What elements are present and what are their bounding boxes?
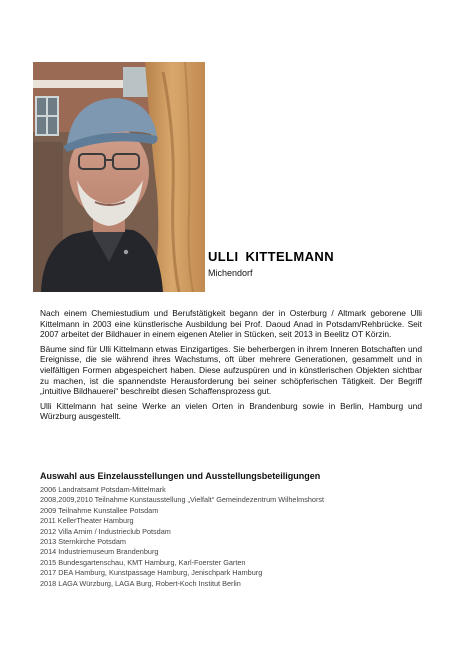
list-item: 2017 DEA Hamburg, Kunstpassage Hamburg, Jenischpark Hamburg (40, 568, 263, 578)
bio-paragraph: Ulli Kittelmann hat seine Werke an vielen Orten in Brandenburg sowie in Berlin, Hamburg und Würzburg ausgestellt. (40, 400, 422, 422)
list-item: 2008,2009,2010 Teilnahme Kunstausstellung „Vielfalt“ Gemeindezentrum Wilhelmshorst (40, 495, 325, 505)
artist-location: Michendorf (208, 268, 253, 278)
list-item: 2015 Bundesgartenschau, KMT Hamburg, Karl-Foerster Garten (40, 557, 246, 567)
exhibitions-list (40, 485, 430, 589)
list-item: 2011 KellerTheater Hamburg (40, 516, 134, 526)
exhibitions-heading: Auswahl aus Einzelausstellungen und Ausstellungsbeteiligungen (40, 471, 321, 481)
artist-portrait (33, 62, 205, 292)
list-item: 2018 LAGA Würzburg, LAGA Burg, Robert-Koch Institut Berlin (40, 578, 241, 588)
bio-paragraph: Nach einem Chemiestudium und Berufstätigkeit begann der in Osterburg / Altmark geborene Ulli Kittelmann in 2003 eine künstlerische Ausbildung bei Prof. Daoud Anad in Potsdam/Rehbrücke. Seit 2007 arbeitet der Bildhauer in einem eigenen Atelier in Stücken, seit 2013 in Beelitz OT Körzin. (40, 308, 422, 340)
artist-name: ULLI KITTELMANN (208, 249, 334, 264)
list-item: 2013 Sternkirche Potsdam (40, 537, 126, 547)
biography (40, 308, 422, 426)
list-item: 2014 Industriemuseum Brandenburg (40, 547, 159, 557)
list-item: 2009 Teilnahme Kunstallee Potsdam (40, 505, 159, 515)
list-item: 2012 Villa Arnim / Industrieclub Potsdam (40, 526, 171, 536)
bio-paragraph: Bäume sind für Ulli Kittelmann etwas Einzigartiges. Sie beherbergen in ihrem Inneren Botschaften und Ereignisse, die sie während ihres Wachstums, oft über mehrere Generationen, gesammelt und in vielfältigen Formen abgespeichert haben. Diese aufzuspüren und in künstlerischen Objekten sichtbar zu machen, ist die spannendste Herausforderung bei seiner schöpferischen Tätigkeit. Der Begriff „intuitive Bildhauerei“ beschreibt diesen Schaffensprozess gut. (40, 343, 422, 397)
list-item: 2006 Landratsamt Potsdam-Mittelmark (40, 485, 166, 494)
